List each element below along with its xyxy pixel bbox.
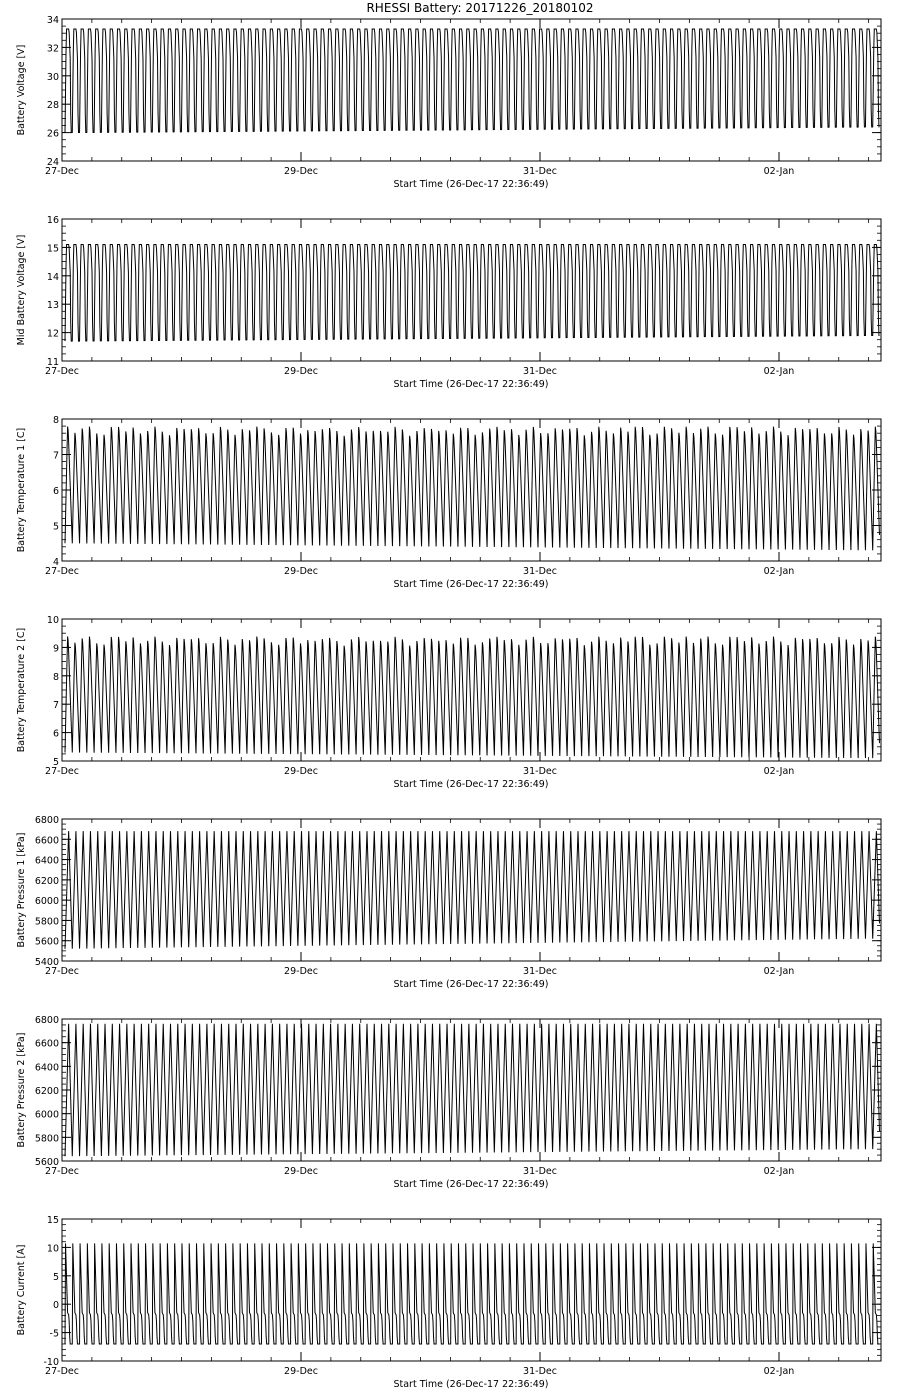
y-tick-label: -5	[49, 1328, 59, 1340]
chart-panel-7	[16, 1215, 881, 1390]
y-tick-label: 26	[46, 128, 59, 140]
y-tick-label: 8	[52, 415, 59, 426]
y-tick-label: 5	[52, 1271, 59, 1283]
y-tick-label: 14	[46, 271, 59, 283]
y-tick-label: 8	[52, 671, 59, 683]
x-tick-label: 27-Dec	[45, 966, 79, 977]
chart-panel-6	[16, 1015, 881, 1190]
y-tick-label: 24	[46, 157, 59, 168]
x-axis-label: Start Time (26-Dec-17 22:36:49)	[393, 979, 549, 990]
y-tick-label: 30	[46, 71, 59, 83]
chart-panel-3	[16, 415, 881, 590]
y-tick-label: 7	[52, 450, 59, 462]
y-tick-label: 6400	[34, 855, 59, 867]
x-tick-label: 31-Dec	[523, 1366, 557, 1377]
x-tick-label: 31-Dec	[523, 1166, 557, 1177]
x-tick-label: 31-Dec	[523, 566, 557, 577]
y-tick-label: 6	[52, 486, 59, 497]
x-tick-label: 27-Dec	[45, 766, 79, 777]
y-tick-label: 4	[52, 557, 59, 568]
y-tick-label: 9	[52, 643, 59, 655]
y-tick-label: 7	[52, 700, 59, 712]
x-tick-label: 29-Dec	[284, 1166, 318, 1177]
y-tick-label: 6000	[34, 1109, 59, 1121]
x-tick-label: 29-Dec	[284, 766, 318, 777]
x-tick-label: 02-Jan	[763, 966, 795, 977]
y-tick-label: 6800	[34, 815, 59, 826]
x-tick-label: 02-Jan	[763, 1166, 795, 1177]
x-axis-label: Start Time (26-Dec-17 22:36:49)	[393, 779, 549, 790]
plot-frame	[62, 219, 881, 361]
y-axis-label: Battery Current [A]	[16, 1244, 27, 1336]
y-axis-label: Battery Temperature 2 [C]	[16, 627, 27, 753]
y-tick-label: 32	[46, 43, 59, 55]
x-tick-label: 02-Jan	[763, 366, 795, 377]
x-axis-label: Start Time (26-Dec-17 22:36:49)	[393, 579, 549, 590]
y-tick-label: 6800	[34, 1015, 59, 1026]
y-tick-label: 6200	[34, 875, 59, 887]
x-tick-label: 29-Dec	[284, 366, 318, 377]
y-tick-label: 28	[46, 100, 59, 112]
x-tick-label: 27-Dec	[45, 1366, 79, 1377]
chart-panel-1	[16, 15, 881, 190]
x-tick-label: 31-Dec	[523, 366, 557, 377]
y-axis-label: Mid Battery Voltage [V]	[16, 234, 27, 346]
y-tick-label: 15	[46, 243, 59, 255]
y-tick-label: 5	[52, 757, 59, 768]
x-axis-label: Start Time (26-Dec-17 22:36:49)	[393, 179, 549, 190]
x-tick-label: 31-Dec	[523, 766, 557, 777]
y-tick-label: 5	[52, 521, 59, 533]
y-tick-label: 15	[46, 1215, 59, 1226]
x-tick-label: 02-Jan	[763, 166, 795, 177]
y-tick-label: 5600	[34, 1157, 59, 1168]
y-tick-label: 13	[46, 300, 59, 312]
series-line-1	[65, 636, 879, 758]
x-tick-label: 31-Dec	[523, 966, 557, 977]
x-tick-label: 02-Jan	[763, 766, 795, 777]
y-tick-label: 12	[46, 328, 59, 340]
y-tick-label: 5800	[34, 916, 59, 928]
y-tick-label: 0	[52, 1300, 59, 1312]
y-tick-label: 6200	[34, 1086, 59, 1097]
x-tick-label: 27-Dec	[45, 366, 79, 377]
y-axis-label: Battery Pressure 2 [kPa]	[16, 1032, 27, 1148]
y-tick-label: 10	[46, 615, 59, 626]
y-axis-label: Battery Voltage [V]	[16, 44, 27, 136]
series-line-1	[65, 29, 879, 133]
x-tick-label: 29-Dec	[284, 966, 318, 977]
chart-panel-5	[16, 815, 881, 990]
y-tick-label: 16	[46, 215, 59, 226]
x-tick-label: 02-Jan	[763, 1366, 795, 1377]
y-tick-label: 6600	[34, 1038, 59, 1050]
series-line-1	[65, 427, 879, 551]
x-tick-label: 31-Dec	[523, 166, 557, 177]
series-line-1	[65, 1243, 879, 1344]
y-tick-label: 6	[52, 728, 59, 740]
series-line-1	[65, 1024, 879, 1157]
y-tick-label: 6600	[34, 835, 59, 847]
y-tick-label: 6000	[34, 896, 59, 908]
y-tick-label: 5600	[34, 936, 59, 948]
chart-panel-4	[16, 615, 881, 790]
x-tick-label: 02-Jan	[763, 566, 795, 577]
panels	[16, 15, 881, 1390]
y-tick-label: 11	[46, 357, 59, 368]
x-tick-label: 29-Dec	[284, 566, 318, 577]
y-tick-label: 6400	[34, 1062, 59, 1074]
figure-title: RHESSI Battery: 20171226_20180102	[366, 1, 594, 15]
y-tick-label: 5400	[34, 957, 59, 968]
x-tick-label: 29-Dec	[284, 166, 318, 177]
x-tick-label: 29-Dec	[284, 1366, 318, 1377]
plot-frame	[62, 19, 881, 161]
y-axis-label: Battery Temperature 1 [C]	[16, 427, 27, 553]
y-tick-label: -10	[43, 1357, 59, 1368]
x-axis-label: Start Time (26-Dec-17 22:36:49)	[393, 379, 549, 390]
y-tick-label: 10	[46, 1243, 59, 1255]
x-axis-label: Start Time (26-Dec-17 22:36:49)	[393, 1179, 549, 1190]
y-axis-label: Battery Pressure 1 [kPa]	[16, 832, 27, 948]
x-tick-label: 27-Dec	[45, 166, 79, 177]
x-tick-label: 27-Dec	[45, 1166, 79, 1177]
x-tick-label: 27-Dec	[45, 566, 79, 577]
y-tick-label: 5800	[34, 1133, 59, 1145]
series-line-1	[65, 245, 879, 342]
chart-panel-2	[16, 215, 881, 390]
x-axis-label: Start Time (26-Dec-17 22:36:49)	[393, 1379, 549, 1390]
series-line-1	[65, 831, 879, 949]
y-tick-label: 34	[46, 15, 59, 26]
